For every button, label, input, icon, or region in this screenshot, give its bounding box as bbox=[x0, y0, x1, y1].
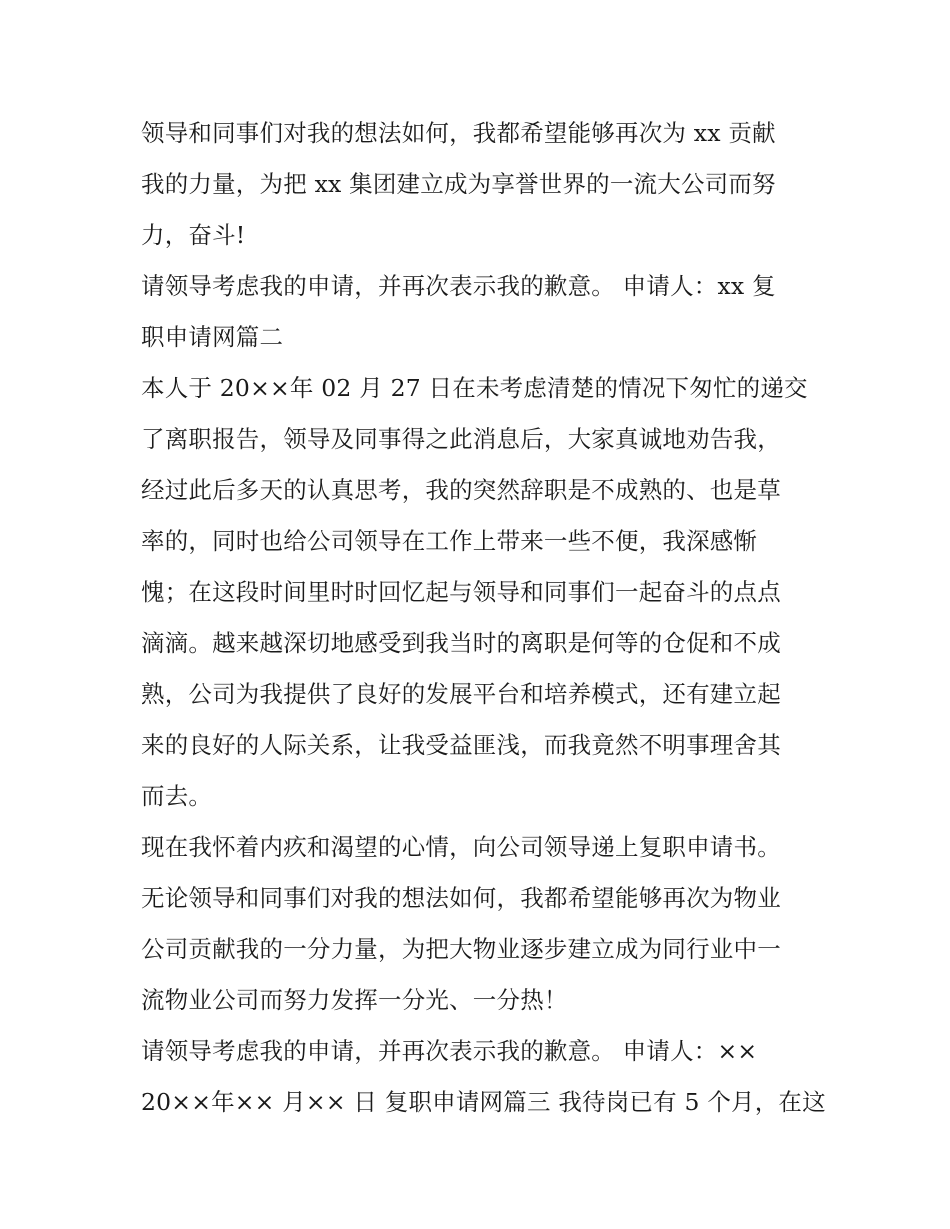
text-line: 熟，公司为我提供了良好的发展平台和培养模式，还有建立起 bbox=[141, 680, 781, 708]
text-line: 请领导考虑我的申请，并再次表示我的歉意。 申请人：xx 复 bbox=[141, 272, 776, 300]
text-line: 现在我怀着内疚和渴望的心情，向公司领导递上复职申请书。 bbox=[141, 833, 781, 861]
text-line: 公司贡献我的一分力量，为把大物业逐步建立成为同行业中一 bbox=[141, 935, 781, 963]
text-line: 本人于 20××年 02 月 27 日在未考虑清楚的情况下匆忙的递交 bbox=[141, 374, 808, 402]
text-line: 流物业公司而努力发挥一分光、一分热！ bbox=[141, 986, 568, 1014]
text-line: 滴滴。越来越深切地感受到我当时的离职是何等的仓促和不成 bbox=[141, 629, 781, 657]
document-body bbox=[141, 108, 826, 1128]
text-line: 无论领导和同事们对我的想法如何，我都希望能够再次为物业 bbox=[141, 884, 781, 912]
text-line: 来的良好的人际关系，让我受益匪浅，而我竟然不明事理舍其 bbox=[141, 731, 781, 759]
text-line: 率的，同时也给公司领导在工作上带来一些不便，我深感惭 bbox=[141, 527, 758, 555]
text-line: 领导和同事们对我的想法如何，我都希望能够再次为 xx 贡献 bbox=[141, 119, 776, 147]
text-line: 力，奋斗! bbox=[141, 221, 246, 249]
text-line: 请领导考虑我的申请，并再次表示我的歉意。 申请人：×× bbox=[141, 1037, 758, 1065]
text-line: 了离职报告，领导及同事得之此消息后，大家真诚地劝告我， bbox=[141, 425, 781, 453]
text-line: 愧；在这段时间里时时回忆起与领导和同事们一起奋斗的点点 bbox=[141, 578, 781, 606]
text-line: 20××年×× 月×× 日 复职申请网篇三 我待岗已有 5 个月，在这 bbox=[141, 1088, 826, 1116]
section-heading-line: 职申请网篇二 bbox=[141, 323, 284, 351]
text-line: 而去。 bbox=[141, 782, 213, 810]
text-line: 经过此后多天的认真思考，我的突然辞职是不成熟的、也是草 bbox=[141, 476, 781, 504]
text-line: 我的力量，为把 xx 集团建立成为享誉世界的一流大公司而努 bbox=[141, 170, 776, 198]
